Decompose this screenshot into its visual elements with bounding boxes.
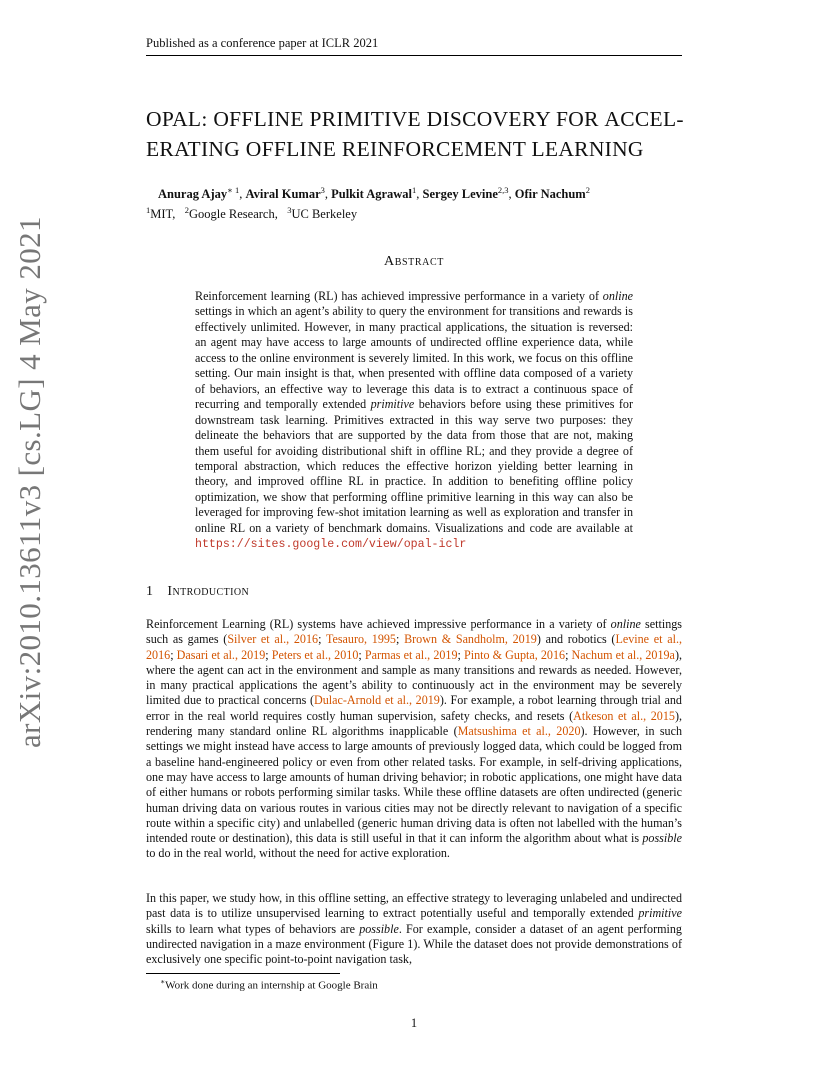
citation-link[interactable]: Silver et al., 2016 — [227, 632, 319, 647]
intro-paragraph-1: Reinforcement Learning (RL) systems have achieved impressive performance in a variety of online settings such as games (Silver et al., 2016; Tesauro, 1995; Brown & Sandholm, 2019) and robotics (Levine et al., 2016; Dasari et al., 2019; Peters et al., 2010; Parmas et al., 2019; Pinto & Gupta, 2016; Nachum et al., 2019a), where the agent can act in the environment and sample as many transitions and rewards as needed. However, in many practical applications the agent’s ability to continuously act in the environment may be severely limited due to practical concerns (Dulac-Arnold et al., 2019). For example, a robot learning through trial and error in the real world requires costly human supervision, safety checks, and resets (Atkeson et al., 2015), rendering many standard online RL algorithms inapplicable (Matsushima et al., 2020). However, in such settings we might instead have access to large amounts of previously logged data, which could be logged from a baseline hand-engineered policy or even from other related tasks. For example, in self-driving applications, one may have access to large amounts of human driving behavior; in robotic applications, one might have data of either humans or robots performing similar tasks. While these offline datasets are often undirected (generic human driving data on various routes in various cities may not be directly relevant to navigation of a specific route within a specific city) and unlabelled (generic human driving data is often not labelled with the human’s intended route or destination), this data is still useful in that it can inform the algorithm about what is possible to do in the real world, without the need for active exploration. — [146, 617, 683, 861]
citation-link[interactable]: Nachum et al., 2019a — [571, 647, 675, 662]
citation-link[interactable]: Peters et al., 2010 — [271, 647, 359, 662]
footnote: ∗Work done during an internship at Google Brain — [160, 977, 378, 992]
author-name: Ofir Nachum — [514, 187, 586, 202]
title-line-1: OPAL: OFFLINE PRIMITIVE DISCOVERY FOR ACCEL- — [146, 107, 684, 131]
author-list: Anurag Ajay$^{∗ 1}$, Aviral Kumar$^3$, Pulkit Agrawal$^1$, Sergey Levine$^{2,3}$, Ofir Nachum$^2$ — [158, 185, 590, 202]
title-line-2: ERATING OFFLINE REINFORCEMENT LEARNING — [146, 137, 644, 161]
author-name: Pulkit Agrawal — [331, 187, 413, 202]
paper-title — [146, 104, 706, 164]
citation-link[interactable]: Parmas et al., 2019 — [364, 647, 458, 662]
footnote-rule — [146, 973, 340, 974]
author-name: Sergey Levine — [422, 187, 498, 202]
citation-link[interactable]: Dulac-Arnold et al., 2019 — [314, 693, 440, 708]
citation-link[interactable]: Tesauro, 1995 — [325, 632, 396, 647]
citation-link[interactable]: Atkeson et al., 2015 — [573, 708, 675, 723]
author-name: Aviral Kumar — [245, 187, 321, 202]
citation-link[interactable]: Matsushima et al., 2020 — [457, 724, 581, 739]
abstract-text: Reinforcement learning (RL) has achieved impressive performance in a variety of online settings in which an agent’s ability to query the environment for transitions and rewards is effectively unlimited. However, in many practical applications, the situation is reversed: an agent may have access to large amounts of undirected offline experience data, while access to the online environment is severely limited. In this work, we focus on this offline setting. Our main insight is that, when presented with offline data composed of a variety of behaviors, an effective way to leverage this data is to extract a continuous space of recurring and temporally extended primitive behaviors before using these primitives for downstream task learning. Primitives extracted in this way serve two purposes: they delineate the behaviors that are supported by the data from those that are not, making them useful for avoiding distributional shift in offline RL; and they provide a degree of temporal abstraction, which reduces the effective horizon yielding better learning in theory, and improved offline RL in practice. In addition to benefiting offline policy optimization, we show that performing offline primitive learning in this way can also be leveraged for improving few-shot imitation learning as well as exploration and transfer in online RL on a variety of benchmark domains. Visualizations and code are available at https://sites.google.com/view/opal-iclr — [195, 289, 633, 552]
intro-paragraph-2: In this paper, we study how, in this offline setting, an effective strategy to leveraging unlabeled and undirected past data is to utilize unsupervised learning to extract potentially useful and temporally extended primitive skills to learn what types of behaviors are possible. For example, consider a dataset of an agent performing undirected navigation in a maze environment (Figure 1). While the dataset does not provide demonstrations of exclusively one specific point-to-point navigation task, — [146, 891, 682, 967]
affiliations: $^1$MIT, $^2$Google Research, $^3$UC Berkeley — [146, 205, 358, 222]
page-number: 1 — [410, 1016, 418, 1030]
citation-link[interactable]: Levine et al., 2016 — [146, 632, 682, 662]
citation-link[interactable]: Pinto & Gupta, 2016 — [464, 647, 566, 662]
running-header: Published as a conference paper at ICLR 2021 — [146, 36, 682, 56]
author-block — [146, 182, 678, 222]
arxiv-identifier: arXiv:2010.13611v3 [cs.LG] 4 May 2021 — [12, 216, 47, 748]
citation-link[interactable]: Dasari et al., 2019 — [176, 647, 266, 662]
section-heading: 1 Introduction — [146, 584, 250, 599]
author-name: Anurag Ajay — [158, 187, 228, 202]
citation-link[interactable]: Brown & Sandholm, 2019 — [404, 632, 537, 647]
abstract-heading: Abstract — [384, 254, 444, 269]
project-url-link[interactable]: https://sites.google.com/view/opal-iclr — [195, 538, 467, 552]
